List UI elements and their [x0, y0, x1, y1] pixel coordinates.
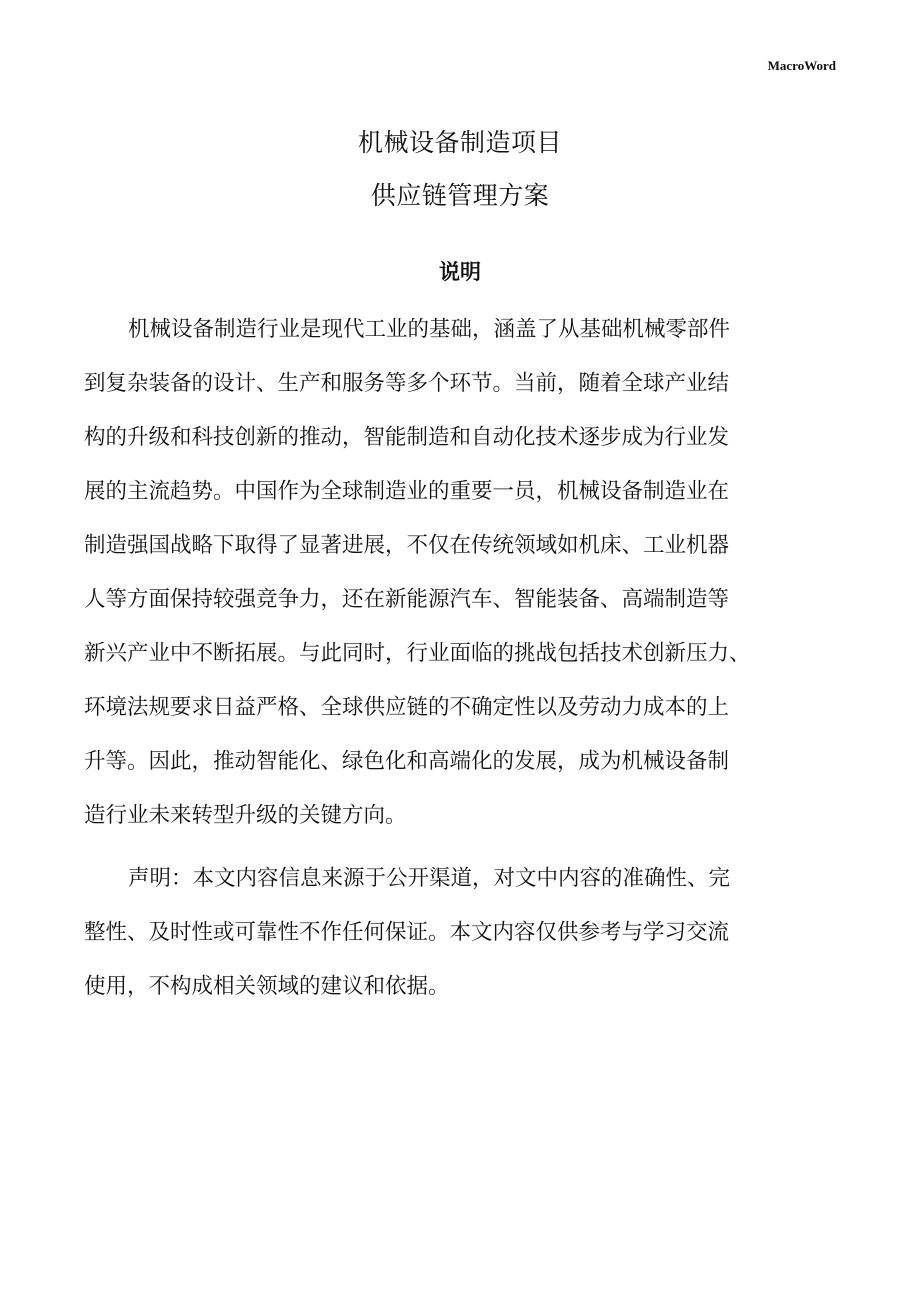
- intro-line: 构的升级和科技创新的推动，智能制造和自动化技术逐步成为行业发: [84, 425, 730, 450]
- intro-line: 新兴产业中不断拓展。与此同时，行业面临的挑战包括技术创新压力、: [84, 641, 751, 666]
- document-title-line-1: 机械设备制造项目: [357, 128, 562, 157]
- notice-line: 使用，不构成相关领域的建议和依据。: [84, 974, 450, 999]
- intro-line: 升等。因此，推动智能化、绿色化和高端化的发展，成为机械设备制: [84, 749, 730, 774]
- notice-line: 声明：本文内容信息来源于公开渠道，对文中内容的准确性、完: [128, 866, 731, 891]
- section-heading: 说明: [439, 260, 481, 284]
- document-title-line-2: 供应链管理方案: [370, 181, 550, 210]
- intro-line: 到复杂装备的设计、生产和服务等多个环节。当前，随着全球产业结: [84, 371, 730, 396]
- notice-line: 整性、及时性或可靠性不作任何保证。本文内容仅供参考与学习交流: [84, 920, 730, 945]
- intro-line: 展的主流趋势。中国作为全球制造业的重要一员，机械设备制造业在: [84, 479, 730, 504]
- intro-line: 机械设备制造行业是现代工业的基础，涵盖了从基础机械零部件: [128, 317, 731, 342]
- intro-paragraph: [84, 303, 834, 843]
- intro-line: 人等方面保持较强竞争力，还在新能源汽车、智能装备、高端制造等: [84, 587, 730, 612]
- notice-paragraph: [84, 852, 834, 1014]
- intro-line: 制造强国战略下取得了显著进展，不仅在传统领域如机床、工业机器: [84, 533, 730, 558]
- intro-line: 环境法规要求日益严格、全球供应链的不确定性以及劳动力成本的上: [84, 695, 730, 720]
- header-brand: MacroWord: [767, 58, 836, 73]
- intro-line: 造行业未来转型升级的关键方向。: [84, 803, 407, 828]
